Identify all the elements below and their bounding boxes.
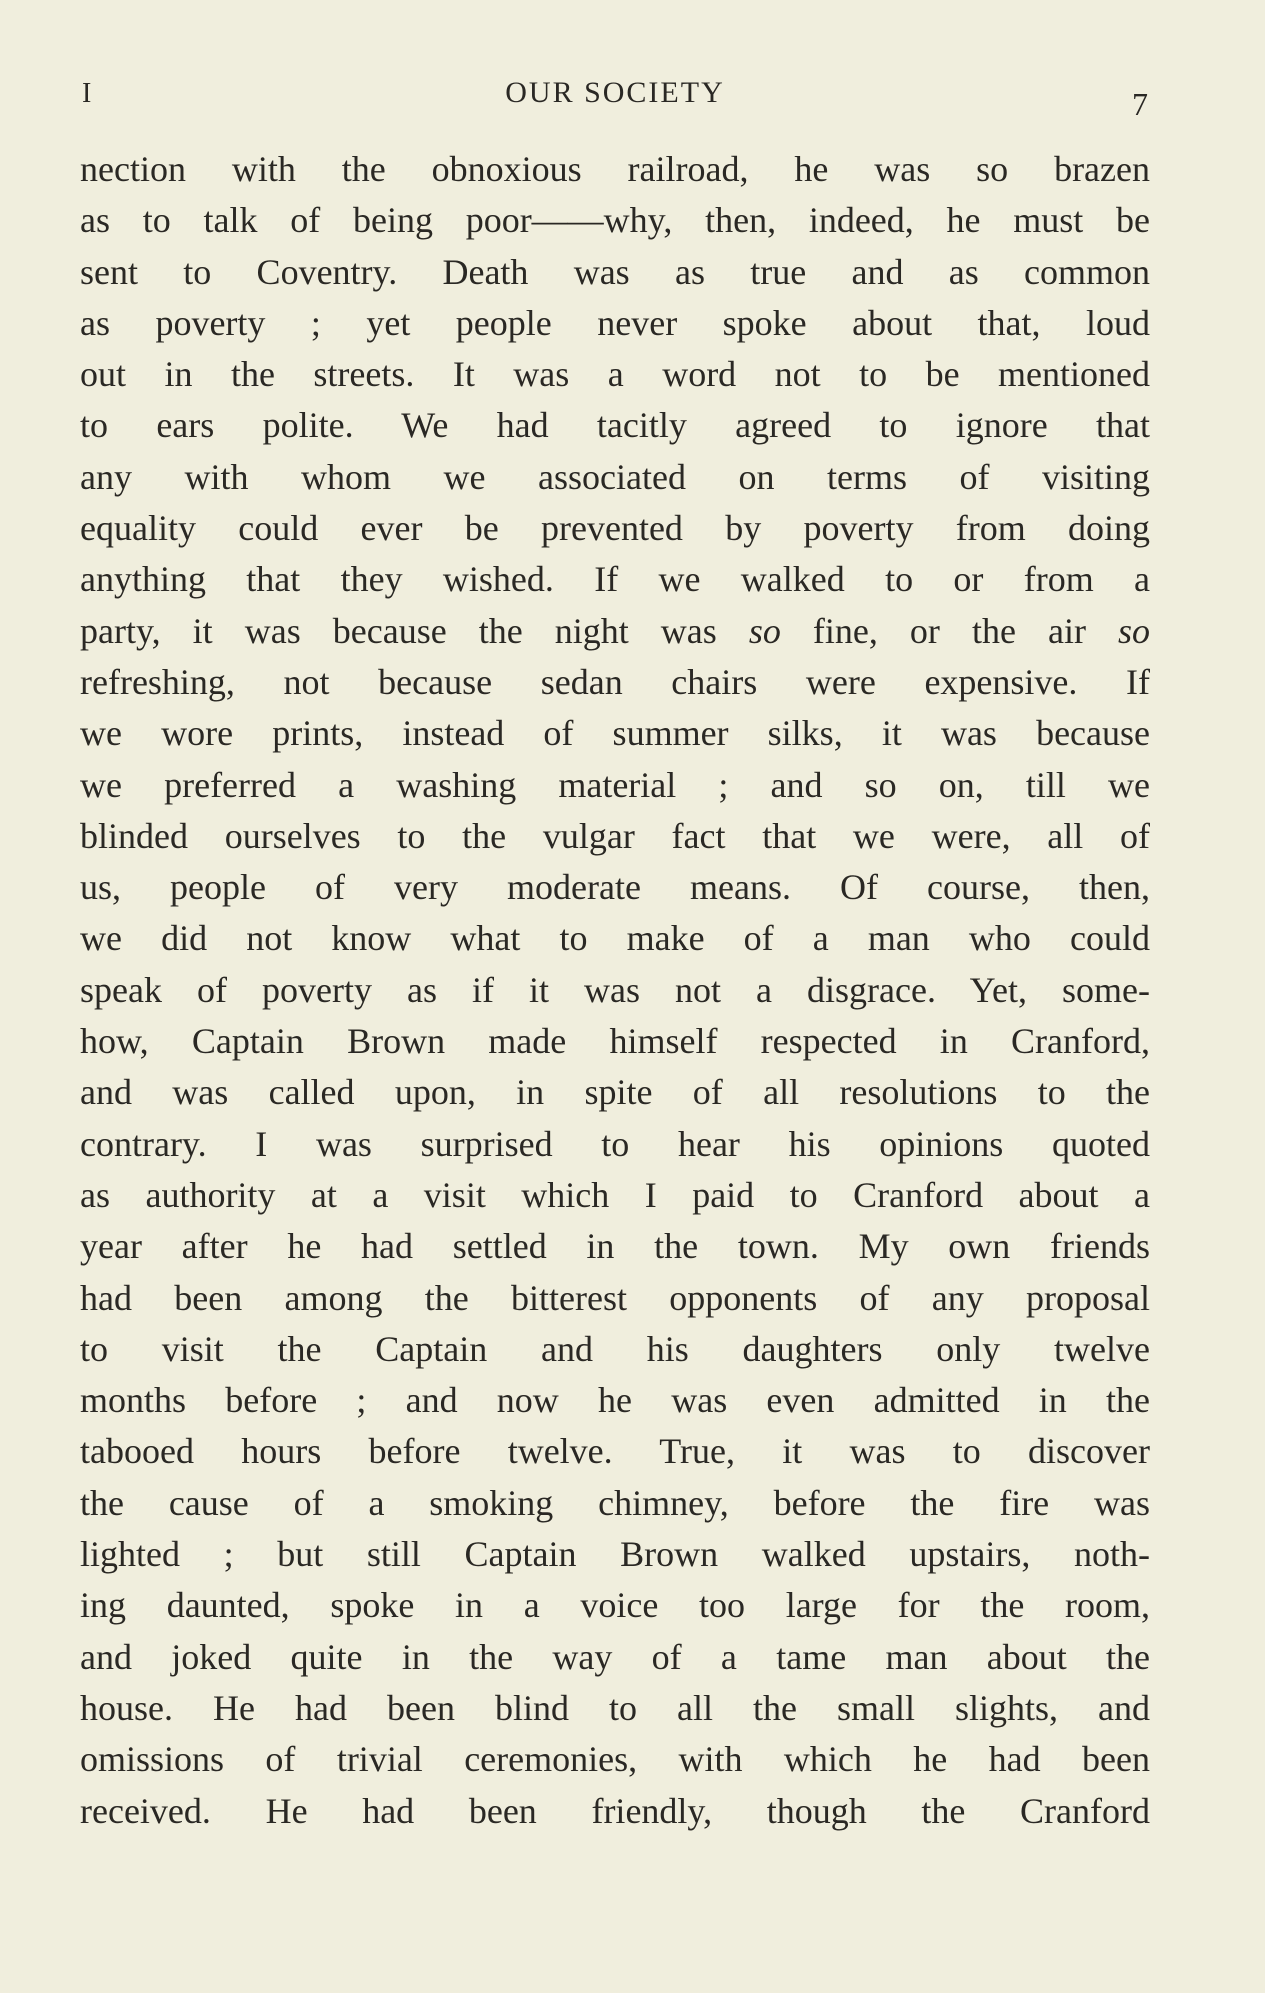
text-line: tabooed hours before twelve. True, it was to discover <box>80 1431 1150 1472</box>
text-line: to ears polite. We had tacitly agreed to ignore that <box>80 405 1150 446</box>
text-line: house. He had been blind to all the small slights, and <box>80 1687 1150 1728</box>
text-line: out in the streets. It was a word not to be mentioned <box>80 354 1150 395</box>
text-line: we did not know what to make of a man who could <box>80 918 1150 959</box>
text-line: sent to Coventry. Death was as true and as common <box>80 251 1150 292</box>
text-line: equality could ever be prevented by poverty from doing <box>80 508 1150 549</box>
text-line: we preferred a washing material ; and so on, till we <box>80 764 1150 805</box>
text-line: as authority at a visit which I paid to Cranford about a <box>80 1174 1150 1215</box>
text-line: nection with the obnoxious railroad, he was so brazen <box>80 149 1150 189</box>
text-line: ing daunted, spoke in a voice too large for the room, <box>80 1585 1150 1626</box>
text-line: any with whom we associated on terms of visiting <box>80 456 1150 497</box>
text-line: how, Captain Brown made himself respected in Cranford, <box>80 1021 1150 1062</box>
text-line: speak of poverty as if it was not a disgrace. Yet, some- <box>80 969 1150 1010</box>
text-line: omissions of trivial ceremonies, with which he had been <box>80 1739 1150 1780</box>
text-line: blinded ourselves to the vulgar fact that we were, all of <box>80 815 1150 856</box>
text-line: months before ; and now he was even admitted in the <box>80 1380 1150 1421</box>
running-head <box>82 72 1148 122</box>
emphasis: so <box>748 610 781 651</box>
text-line: had been among the bitterest opponents of any proposal <box>80 1277 1150 1318</box>
text-line: anything that they wished. If we walked to or from a <box>80 559 1150 600</box>
text-line: refreshing, not because sedan chairs were expensive. If <box>80 661 1150 702</box>
chapter-number: I <box>82 78 92 109</box>
text-line: lighted ; but still Captain Brown walked upstairs, noth- <box>80 1534 1150 1575</box>
running-title: OUR SOCIETY <box>505 76 725 109</box>
page-number: 7 <box>1132 86 1148 122</box>
text-line: as to talk of being poor——why, then, indeed, he must be <box>80 200 1150 241</box>
text-line: to visit the Captain and his daughters only twelve <box>80 1328 1150 1369</box>
body-text <box>80 144 1150 1837</box>
text-line: us, people of very moderate means. Of course, then, <box>80 867 1150 908</box>
text-line: received. He had been friendly, though the Cranford <box>80 1790 1150 1831</box>
text-line: the cause of a smoking chimney, before the fire was <box>80 1482 1150 1523</box>
text-line: and joked quite in the way of a tame man about the <box>80 1636 1150 1677</box>
text-line: as poverty ; yet people never spoke about that, loud <box>80 302 1150 343</box>
text-line: party, it was because the night was so fine, or the air so <box>80 610 1151 651</box>
text-line: year after he had settled in the town. My own friends <box>80 1226 1150 1267</box>
text-line: contrary. I was surprised to hear his opinions quoted <box>80 1123 1150 1164</box>
emphasis: so <box>1118 610 1151 651</box>
text-line: and was called upon, in spite of all resolutions to the <box>80 1072 1150 1113</box>
text-line: we wore prints, instead of summer silks, it was because <box>80 713 1150 754</box>
